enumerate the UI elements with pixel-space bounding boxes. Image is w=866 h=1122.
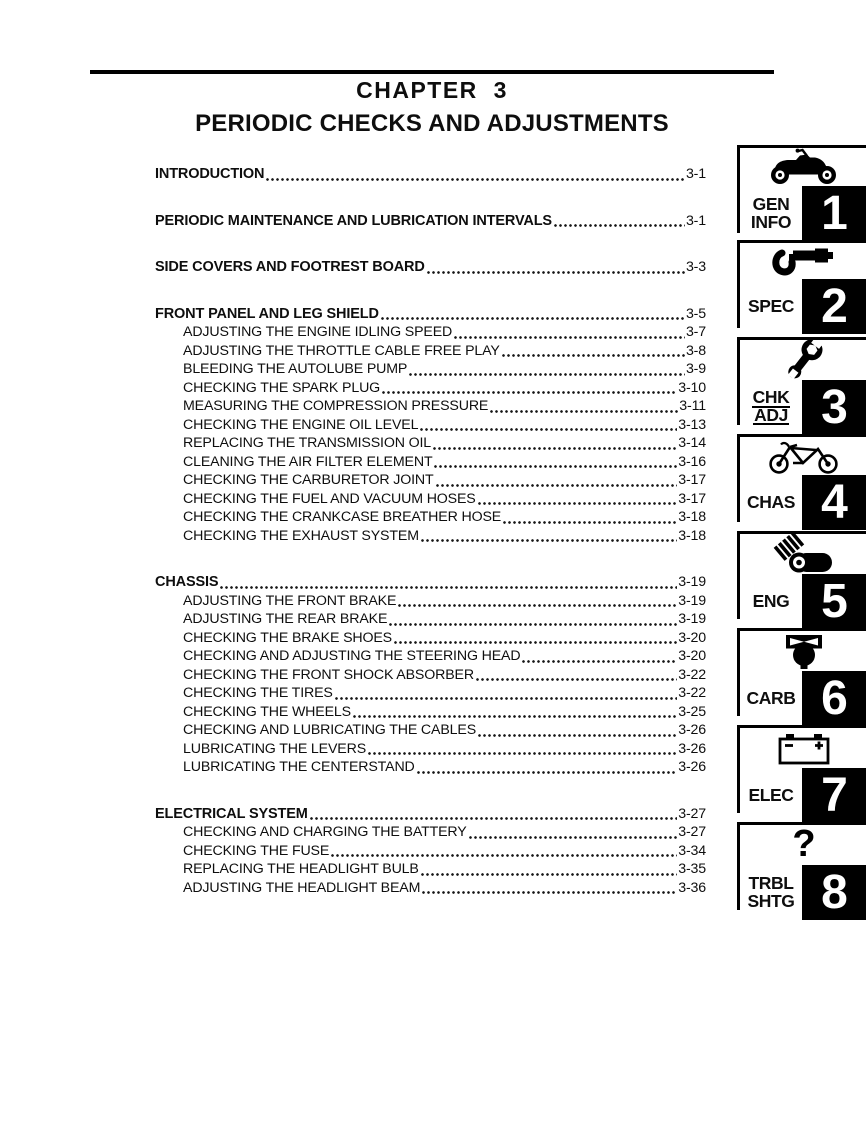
- toc-sub-entry[interactable]: [155, 740, 706, 759]
- tab-label-strip: [740, 475, 866, 530]
- dot-leader: [219, 573, 677, 592]
- toc-entry-title: MEASURING THE COMPRESSION PRESSURE: [183, 398, 489, 414]
- tab-label-line: ELEC: [748, 784, 794, 805]
- tab-label-line: CARB: [746, 687, 796, 708]
- page-header: [90, 77, 774, 138]
- tab-number: 8: [821, 866, 848, 919]
- toc-sub-entry[interactable]: [155, 758, 706, 777]
- toc-sub-entry[interactable]: [155, 490, 706, 509]
- toc-entry-page: 3-5: [685, 305, 706, 322]
- toc-sub-entry[interactable]: [155, 610, 706, 629]
- toc-entry-title: LUBRICATING THE CENTERSTAND: [183, 759, 415, 775]
- dot-leader: [393, 629, 677, 648]
- dot-leader: [432, 434, 677, 453]
- dot-leader: [352, 703, 677, 722]
- tab-label: [740, 475, 802, 530]
- dot-leader: [489, 397, 678, 416]
- sidebar-tab-trbl-shtg[interactable]: [737, 822, 866, 919]
- dot-leader: [426, 258, 685, 277]
- toc-section: [155, 305, 706, 546]
- toc-entry-page: 3-19: [678, 611, 706, 627]
- tab-number: 4: [821, 476, 848, 529]
- tab-label-strip: [740, 186, 866, 241]
- toc-sub-entry[interactable]: [155, 647, 706, 666]
- toc-sub-entry[interactable]: [155, 416, 706, 435]
- micrometer-icon: [766, 243, 842, 279]
- tab-icon-area: [740, 631, 866, 671]
- svg-text:?: ?: [791, 825, 816, 865]
- toc-sub-entry[interactable]: [155, 860, 706, 879]
- dot-leader: [477, 490, 678, 509]
- toc-entry-title: CHECKING THE ENGINE OIL LEVEL: [183, 416, 419, 433]
- toc-main-entry[interactable]: [155, 212, 706, 231]
- tab-label-strip: [740, 574, 866, 629]
- toc-sub-entry[interactable]: [155, 453, 706, 472]
- dot-leader: [420, 527, 677, 546]
- tab-label-line: ENG: [752, 590, 790, 611]
- dot-leader: [475, 666, 677, 685]
- toc-entry-title: ADJUSTING THE HEADLIGHT BEAM: [183, 879, 421, 896]
- toc-entry-page: 3-8: [685, 342, 706, 359]
- dot-leader: [433, 453, 677, 472]
- toc-entry-page: 3-18: [678, 527, 706, 544]
- toc-entry-page: 3-13: [678, 416, 706, 433]
- toc-sub-entry[interactable]: [155, 666, 706, 685]
- tab-label-line: GEN: [752, 194, 790, 214]
- toc-entry-title: REPLACING THE HEADLIGHT BULB: [183, 861, 419, 877]
- toc-entry-title: INTRODUCTION: [155, 166, 265, 182]
- toc-entry-title: CHECKING THE WHEELS: [183, 703, 351, 720]
- toc-sub-entry[interactable]: [155, 823, 706, 842]
- toc-entry-page: 3-18: [678, 509, 706, 525]
- sidebar-tab-eng[interactable]: [737, 531, 866, 628]
- sidebar-tab-chas[interactable]: [737, 434, 866, 529]
- tab-label-line: CHAS: [747, 491, 795, 512]
- table-of-contents: [155, 165, 706, 897]
- toc-entry-page: 3-20: [678, 648, 706, 664]
- dot-leader: [477, 721, 677, 740]
- toc-entry-page: 3-27: [678, 824, 706, 840]
- tab-label-line: CHK: [752, 387, 790, 407]
- toc-entry-title: PERIODIC MAINTENANCE AND LUBRICATION INTERVALS: [155, 212, 552, 229]
- toc-entry-page: 3-1: [685, 166, 706, 182]
- toc-sub-entry[interactable]: [155, 703, 706, 722]
- toc-entry-title: ADJUSTING THE ENGINE IDLING SPEED: [183, 324, 453, 340]
- dot-leader: [408, 360, 685, 379]
- dot-leader: [521, 647, 677, 666]
- toc-entry-page: 3-35: [678, 861, 706, 877]
- toc-entry-title: CHECKING THE TIRES: [183, 685, 333, 701]
- toc-sub-entry[interactable]: [155, 379, 706, 398]
- page-title: PERIODIC CHECKS AND ADJUSTMENTS: [195, 110, 669, 137]
- dot-leader: [330, 842, 677, 861]
- toc-sub-entry[interactable]: [155, 842, 706, 861]
- battery-icon: [763, 728, 845, 768]
- toc-entry-title: REPLACING THE TRANSMISSION OIL: [183, 435, 432, 451]
- dot-leader: [334, 684, 677, 703]
- toc-main-entry[interactable]: [155, 805, 706, 824]
- dot-leader: [501, 342, 685, 361]
- tab-icon-area: [740, 825, 866, 865]
- toc-sub-entry[interactable]: [155, 471, 706, 490]
- header-rule: [90, 70, 774, 74]
- wrench-icon: [769, 340, 839, 380]
- toc-sub-entry[interactable]: [155, 360, 706, 379]
- toc-entry-title: CHECKING AND LUBRICATING THE CABLES: [183, 722, 477, 738]
- toc-entry-page: 3-26: [678, 722, 706, 738]
- toc-entry-page: 3-3: [685, 259, 706, 275]
- tab-icon-area: [740, 534, 866, 574]
- dot-leader: [397, 592, 677, 611]
- toc-main-entry[interactable]: [155, 573, 706, 592]
- tab-label: [740, 768, 802, 823]
- dot-leader: [420, 860, 677, 879]
- dot-leader: [380, 305, 685, 324]
- toc-section: [155, 573, 706, 777]
- toc-section: [155, 805, 706, 898]
- motorcycle-icon: [763, 148, 845, 186]
- toc-sub-entry[interactable]: [155, 323, 706, 342]
- tab-label-strip: [740, 279, 866, 334]
- tab-number: 3: [821, 381, 848, 434]
- toc-sub-entry[interactable]: [155, 629, 706, 648]
- toc-sub-entry[interactable]: [155, 397, 706, 416]
- sidebar-tab-carb[interactable]: [737, 628, 866, 725]
- tab-label: [740, 380, 802, 435]
- sidebar-tab-chk-adj[interactable]: [737, 337, 866, 434]
- dot-leader: [367, 740, 677, 759]
- dot-leader: [435, 471, 678, 490]
- tab-icon-area: [740, 728, 866, 768]
- tab-icon-area: [740, 243, 866, 279]
- toc-sub-entry[interactable]: [155, 684, 706, 703]
- sidebar-tab-gen-info[interactable]: [737, 145, 866, 240]
- toc-entry-title: CHECKING THE SPARK PLUG: [183, 379, 381, 396]
- toc-entry-page: 3-34: [678, 842, 706, 859]
- toc-entry-title: CHECKING AND ADJUSTING THE STEERING HEAD: [183, 648, 521, 664]
- toc-entry-page: 3-7: [685, 324, 706, 340]
- engine-icon: [763, 534, 845, 574]
- tab-icon-area: [740, 340, 866, 380]
- toc-sub-entry[interactable]: [155, 434, 706, 453]
- toc-entry-page: 3-9: [685, 361, 706, 377]
- toc-section: [155, 212, 706, 231]
- tab-label-strip: [740, 865, 866, 920]
- toc-entry-title: CHECKING THE FUSE: [183, 842, 330, 859]
- toc-entry-title: FRONT PANEL AND LEG SHIELD: [155, 305, 379, 322]
- tab-label: [740, 865, 802, 920]
- toc-entry-page: 3-10: [678, 379, 706, 396]
- toc-entry-page: 3-25: [678, 703, 706, 720]
- toc-sub-entry[interactable]: [155, 721, 706, 740]
- toc-main-entry[interactable]: [155, 258, 706, 277]
- toc-entry-title: CHECKING THE CARBURETOR JOINT: [183, 472, 434, 488]
- toc-entry-title: ADJUSTING THE REAR BRAKE: [183, 611, 388, 627]
- dot-leader: [553, 212, 685, 231]
- toc-entry-page: 3-16: [678, 453, 706, 470]
- dot-leader: [453, 323, 685, 342]
- toc-entry-title: CHECKING THE EXHAUST SYSTEM: [183, 527, 419, 544]
- toc-entry-page: 3-27: [678, 805, 706, 822]
- toc-entry-page: 3-11: [679, 398, 706, 414]
- toc-entry-page: 3-36: [678, 879, 706, 896]
- tab-number: 2: [821, 280, 848, 333]
- tab-number: 1: [821, 187, 848, 240]
- toc-entry-title: SIDE COVERS AND FOOTREST BOARD: [155, 259, 425, 275]
- tab-label-line: SPEC: [747, 295, 795, 316]
- question-mark-icon: [784, 825, 824, 865]
- toc-main-entry[interactable]: [155, 165, 706, 184]
- tab-label: [740, 279, 802, 334]
- tab-icon-area: [740, 148, 866, 186]
- toc-entry-page: 3-22: [678, 666, 706, 683]
- toc-entry-page: 3-17: [678, 490, 706, 507]
- carburetor-icon: [764, 631, 844, 671]
- tab-label: [740, 186, 802, 241]
- tab-icon-area: [740, 437, 866, 475]
- tab-label-strip: [740, 768, 866, 823]
- toc-sub-entry[interactable]: [155, 527, 706, 546]
- dot-leader: [265, 165, 685, 184]
- toc-entry-page: 3-17: [678, 472, 706, 488]
- toc-entry-title: CHECKING THE FRONT SHOCK ABSORBER: [183, 666, 474, 683]
- sidebar-tab-elec[interactable]: [737, 725, 866, 822]
- tab-number: 5: [821, 575, 848, 628]
- tab-number: 6: [821, 672, 848, 725]
- toc-entry-title: CHECKING THE BRAKE SHOES: [183, 629, 392, 646]
- chapter-label: CHAPTER 3: [356, 77, 508, 103]
- dot-leader: [309, 805, 678, 824]
- toc-entry-title: CHECKING AND CHARGING THE BATTERY: [183, 824, 467, 840]
- dot-leader: [416, 758, 678, 777]
- tab-label-line: ADJ: [754, 404, 788, 425]
- tab-label-line: SHTG: [747, 890, 795, 911]
- dot-leader: [468, 823, 678, 842]
- toc-section: [155, 258, 706, 277]
- toc-sub-entry[interactable]: [155, 879, 706, 898]
- toc-entry-title: LUBRICATING THE LEVERS: [183, 740, 367, 757]
- tab-label-line: INFO: [750, 211, 792, 232]
- toc-entry-page: 3-1: [685, 212, 706, 229]
- toc-entry-page: 3-14: [678, 435, 706, 451]
- toc-entry-page: 3-19: [678, 574, 706, 590]
- toc-entry-title: ADJUSTING THE FRONT BRAKE: [183, 592, 397, 609]
- toc-entry-page: 3-20: [678, 629, 706, 646]
- dot-leader: [502, 508, 677, 527]
- tab-label-strip: [740, 671, 866, 726]
- dot-leader: [419, 416, 677, 435]
- toc-entry-title: ELECTRICAL SYSTEM: [155, 805, 308, 822]
- dot-leader: [388, 610, 677, 629]
- dot-leader: [381, 379, 677, 398]
- toc-entry-title: CLEANING THE AIR FILTER ELEMENT: [183, 453, 433, 470]
- toc-sub-entry[interactable]: [155, 342, 706, 361]
- toc-entry-title: ADJUSTING THE THROTTLE CABLE FREE PLAY: [183, 342, 500, 359]
- toc-section: [155, 165, 706, 184]
- toc-entry-title: CHASSIS: [155, 574, 219, 590]
- toc-sub-entry[interactable]: [155, 592, 706, 611]
- toc-main-entry[interactable]: [155, 305, 706, 324]
- tab-label: [740, 574, 802, 629]
- toc-entry-title: BLEEDING THE AUTOLUBE PUMP: [183, 361, 408, 377]
- toc-sub-entry[interactable]: [155, 508, 706, 527]
- toc-entry-page: 3-22: [678, 685, 706, 701]
- tab-number: 7: [821, 769, 848, 822]
- toc-entry-page: 3-26: [678, 759, 706, 775]
- tab-label: [740, 671, 802, 726]
- sidebar-tab-spec[interactable]: [737, 240, 866, 333]
- tab-label-strip: [740, 380, 866, 435]
- toc-entry-title: CHECKING THE CRANKCASE BREATHER HOSE: [183, 509, 502, 525]
- chassis-icon: [763, 437, 845, 475]
- toc-entry-page: 3-19: [678, 592, 706, 609]
- dot-leader: [421, 879, 677, 898]
- tab-label-line: TRBL: [748, 873, 794, 893]
- toc-entry-title: CHECKING THE FUEL AND VACUUM HOSES: [183, 490, 476, 507]
- toc-entry-page: 3-26: [678, 740, 706, 757]
